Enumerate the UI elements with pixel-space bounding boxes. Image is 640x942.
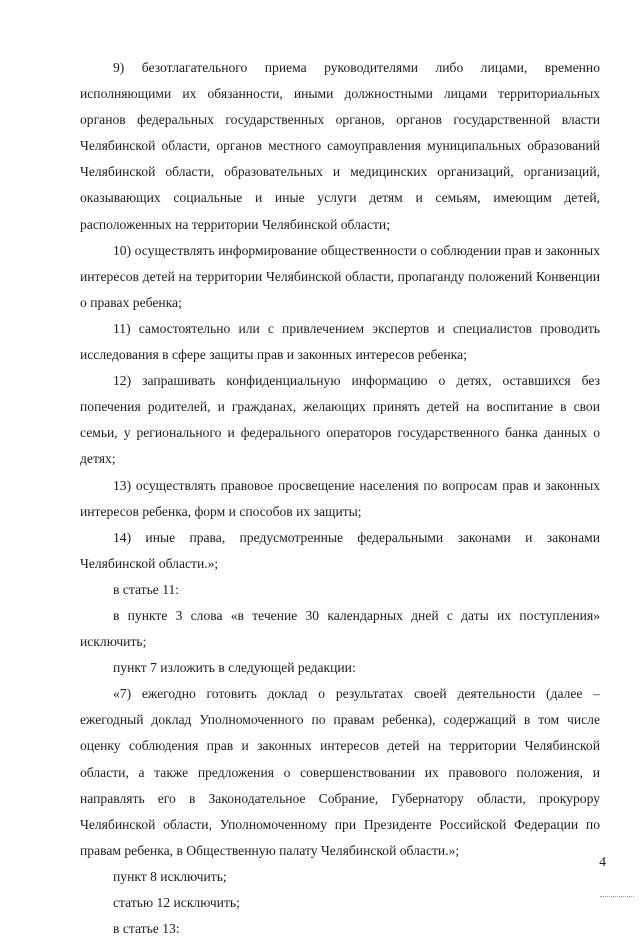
paragraph-item-10: 10) осуществлять информирование общественности о соблюдении прав и законных интересов детей на территории Челябинской области, пропаганду положений Конвенции о правах ребенка;: [80, 242, 600, 310]
page-number: 4: [599, 854, 606, 869]
paragraph-article-11: в статье 11:: [113, 581, 180, 597]
paragraph-item-13: 13) осуществлять правовое просвещение населения по вопросам прав и законных интересов ребенка, форм и способов их защиты;: [80, 477, 600, 519]
document-body: [80, 55, 600, 942]
paragraph-article-13: в статье 13:: [113, 921, 180, 937]
paragraph-point-3: в пункте 3 слова «в течение 30 календарных дней с даты их поступления» исключить;: [80, 607, 600, 650]
paragraph-item-12: 12) запрашивать конфиденциальную информацию о детях, оставшихся без попечения родителей, и гражданах, желающих принять детей на воспитание в свои семьи, у регионального и федерального операторов государственного банка данных о детях;: [80, 373, 600, 467]
paragraph-point-7-intro: пункт 7 изложить в следующей редакции:: [113, 660, 356, 676]
paragraph-item-14: 14) иные права, предусмотренные федеральными законами и законами Челябинской области.»;: [80, 529, 600, 571]
paragraph-item-9: 9) безотлагательного приема руководителями либо лицами, временно исполняющими их обязанности, иными должностными лицами территориальных органов федеральных государственных органов, органов государственной власти Челябинской области, органов местного самоуправления муниципальных образований Челябинской области, образовательных и медицинских организаций, организаций, оказывающих социальные и иные услуги детям и семьям, имеющим детей, расположенных на территории Челябинской области;: [80, 60, 600, 232]
paragraph-item-11: 11) самостоятельно или с привлечением экспертов и специалистов проводить исследования в сфере защиты прав и законных интересов ребенка;: [80, 320, 600, 363]
scan-edge-mark: [600, 896, 634, 899]
paragraph-article-12: статью 12 исключить;: [113, 895, 240, 910]
paragraph-point-7-text: «7) ежегодно готовить доклад о результатах своей деятельности (далее – ежегодный доклад Уполномоченного по правам ребенка), содержащий в том числе оценку соблюдения прав и законных интересов детей на территории Челябинской области, а также предложения о совершенствовании их правового положения, и направлять его в Законодательное Собрание, Губернатору области, прокурору Челябинской области, Уполномоченному при Президенте Российской Федерации по правам ребенка, в Общественную палату Челябинской области.»;: [80, 686, 600, 858]
paragraph-point-8: пункт 8 исключить;: [113, 868, 227, 884]
